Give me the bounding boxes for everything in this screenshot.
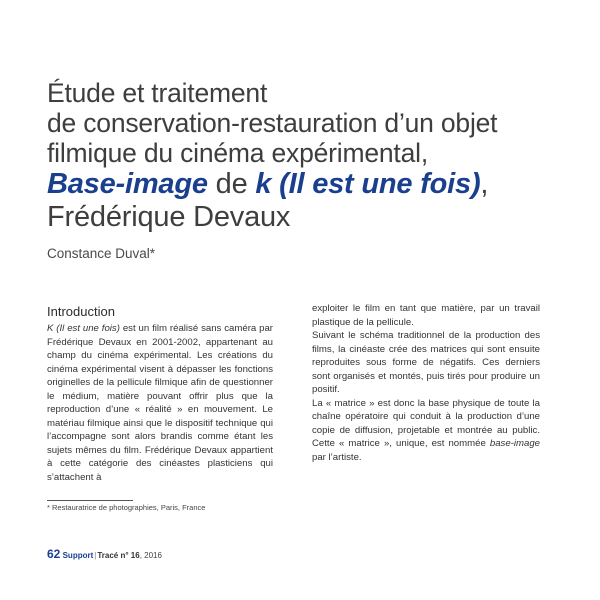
paragraph bbox=[312, 397, 540, 465]
footnote: * Restauratrice de photographies, Paris, France bbox=[47, 503, 206, 512]
title-work-name: Base-image bbox=[47, 168, 208, 200]
paragraph: Suivant le schéma traditionnel de la production des films, la cinéaste crée des matrices qui sont ensuite reproduites sous forme de négatifs. Ces derniers sont organisés et montés, puis tirés pour produire un positif. bbox=[312, 330, 540, 395]
title-connector: de bbox=[207, 168, 256, 200]
journal-name: Tracé n° 16 bbox=[97, 551, 140, 560]
paragraph bbox=[47, 322, 273, 484]
article-title bbox=[47, 78, 567, 234]
paragraph: exploiter le film en tant que matière, par un travail plastique de la pellicule. bbox=[312, 303, 540, 328]
section-label: Support bbox=[62, 551, 94, 560]
title-comma: , bbox=[480, 168, 489, 200]
paragraph-text: est un film réalisé sans caméra par Frédérique Devaux en 2001-2002, appartenant au champ du cinéma expérimental. Les créations du cinéma expérimental visent à dépasser les fonctions originelles de la pellicule filmique afin de questionner le médium, matière pouvant offrir plus que la reproduction d’une « réalité » en mouvement. Le matériau filmique ainsi que le dispositif technique qui l’accompagne sont alors brandis comme étant les sujets mêmes du film. Frédérique Devaux appartient à cette catégorie des cinéastes plasticiens qui s’attachent à bbox=[47, 323, 273, 483]
title-line-4 bbox=[47, 168, 567, 201]
author-name: Constance Duval* bbox=[47, 246, 156, 261]
title-line-1: Étude et traitement bbox=[47, 78, 268, 108]
paragraph-text: La « matrice » est donc la base physique de toute la chaîne opératoire qui conduit à la production d’une copie de diffusion, projetable et montrée au public. Cette « matrice », unique, est nommée bbox=[312, 397, 540, 449]
footnote-divider bbox=[47, 500, 133, 501]
title-film-name: k (Il est une fois) bbox=[255, 168, 481, 200]
section-heading-introduction: Introduction bbox=[47, 304, 115, 319]
page-number: 62 bbox=[47, 547, 61, 561]
footer-separator: | bbox=[94, 551, 97, 560]
journal-year: , 2016 bbox=[139, 551, 162, 560]
title-line-2: de conservation-restauration d’un objet bbox=[47, 108, 498, 138]
text-column-left bbox=[47, 322, 273, 484]
term-italic: base-image bbox=[489, 438, 540, 449]
page-footer bbox=[47, 547, 162, 561]
title-line-3: filmique du cinéma expérimental, bbox=[47, 138, 428, 168]
text-column-right bbox=[312, 302, 540, 464]
film-title-italic: K (Il est une fois) bbox=[47, 323, 120, 334]
title-artist-name: Frédérique Devaux bbox=[47, 201, 291, 233]
paragraph-text: par l’artiste. bbox=[312, 451, 362, 463]
